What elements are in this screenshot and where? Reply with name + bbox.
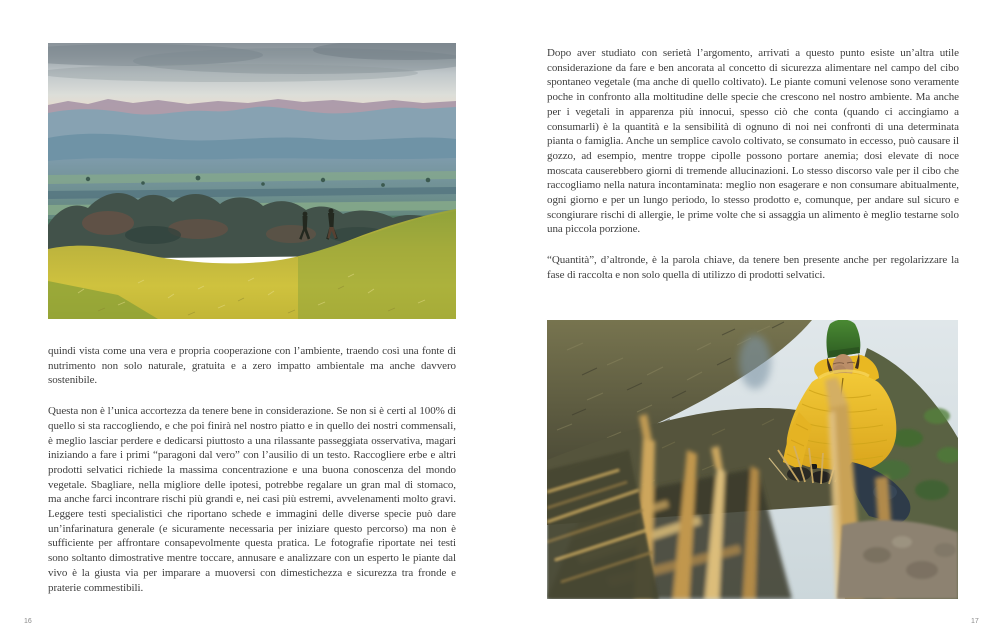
landscape-photo [48,43,456,319]
page-number-right: 17 [971,618,979,625]
left-text-column [48,344,456,611]
forager-photo-illustration [547,320,958,599]
landscape-photo-illustration [48,43,456,319]
foreground-rock [837,520,958,599]
left-paragraph-1: quindi vista come una vera e propria cooperazione con l’ambiente, traendo così una fonte di nutrimento non solo naturale, gratuita e a zero impatto ambientale ma anche davvero sostenibile. [48,345,456,387]
page-number-left: 16 [24,618,32,625]
right-paragraph-2: “Quantità”, d’altronde, è la parola chiave, da tenere ben presente anche per regolarizzare la fase di raccolta e non solo quella di utilizzo di prodotti selvatici. [547,254,959,281]
forager-photo [547,320,958,599]
left-paragraph-2: Questa non è l’unica accortezza da tenere bene in considerazione. Se non si è certi al 100% di quello si sta raccogliendo, e che poi finirà nel nostro piatto e in quello dei nostri commensali, è meglio lasciar perdere e dedicarsi piuttosto a una rilassante passeggiata osservativa, magari iniziando a fare i primi “paragoni dal vero” con l’ausilio di un testo. Raccogliere erbe e altri prodotti selvatici richiede la massima concentrazione e una buona conoscenza del mondo vegetale. Sbagliare, nella migliore delle ipotesi, potrebbe regalare un gran mal di stomaco, ma anche farci incontrare rischi più grandi e, nei casi più estremi, avvelenamenti molto gravi. Leggere testi specialistici che riportano schede e immagini delle diverse specie può dare un’infarinatura generale (e sicuramente necessaria per iniziare questo percorso) ma non è sufficiente per affrontare consapevolmente questa pratica. Le fotografie riportate nei testi sono soltanto dimostrative mentre toccare, annusare e analizzare con un esperto le piante dal vivo è la giusta via per imparare a muoversi con dimestichezza e sicurezza tra fronde e praterie commestibili. [48,405,456,594]
right-paragraph-1: Dopo aver studiato con serietà l’argomento, arrivati a questo punto esiste un’altra utile considerazione da fare e ben ancorata al concetto di sicurezza alimentare nel campo del cibo spontaneo vegetale (ma anche di quello coltivato). Le piante comuni velenose sono veramente poche in confronto alla moltitudine delle specie che crescono nel nostro ambiente. Ma anche per i vegetali in apparenza più innocui, spesso ciò che conta (quando ci accingiamo a consumarli) è la quantità e la sensibilità di ognuno di noi nei confronti di una determinata pianta o famiglia. Anche un semplice cavolo coltivato, se consumato in eccesso, può causare il gozzo, ad esempio, mentre troppe cipolle possono portare anemia; dosi elevate di noce moscata causerebbero giorni di tremende allucinazioni. Lo stesso discorso vale per il cibo che raccogliamo nella natura incontaminata: meglio non esagerare e non consumare abitualmente, ogni giorno e per un lungo periodo, lo stesso prodotto e, comunque, per andare sul sicuro e scongiurare rischi di allergie, le prime volte che si assaggia un alimento è meglio testarne solo una piccola porzione. [547,47,959,236]
right-text-column [547,46,959,299]
